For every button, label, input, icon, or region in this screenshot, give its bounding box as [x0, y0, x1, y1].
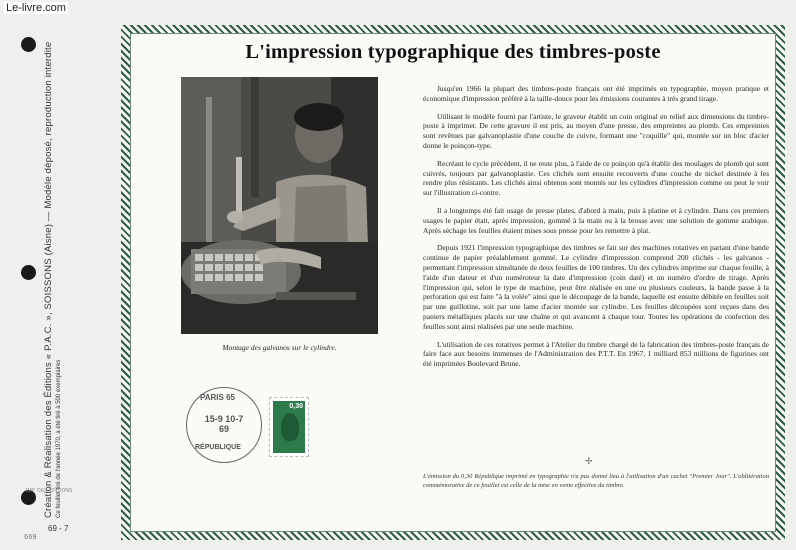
- postmark-bottom-text: RÉPUBLIQUE: [195, 444, 241, 451]
- footnote: L'émission du 0,30 République imprimé en typographie n'a pas donné lieu à l'utilisation d'un cachet "Premier Jour". L'oblitération commémorative de ce feuillet est celle de la mise en vente effective du timbre.: [423, 473, 769, 489]
- binder-hole: [21, 37, 36, 52]
- marianne-portrait-icon: [281, 413, 299, 441]
- ornament-icon: ✢: [585, 456, 593, 466]
- postmark: [186, 387, 262, 463]
- side-caption-line2: Ce feuillet tiré de l'année 1970, a été tiré à 500 exemplaires: [56, 359, 62, 518]
- photo-caption: Montage des galvanos sur le cylindre.: [222, 343, 337, 352]
- postmark-top-text: PARIS 65: [200, 393, 235, 402]
- paragraph: Utilisant le modèle fourni par l'artiste, le graveur établit un coin original en relief aux dimensions du timbre-poste à imprimer. De cette gravure il est pris, au moyen d'une presse, des empreintes au plomb. Ces empreintes sont revêtues par galvanoplastie d'une couche de cuivre, formant une "coquille" qui, montée sur un bloc d'acier donne le poinçon-type.: [423, 111, 769, 150]
- photo-illustration: [181, 77, 378, 334]
- paragraph: Jusqu'en 1966 la plupart des timbres-poste français ont été imprimés en typographie, moyen pratique et économique d'impression préféré à la taille-douce pour les émissions courantes à très grand tirage.: [423, 84, 769, 103]
- stamp-image: [273, 401, 305, 453]
- document-page: [131, 34, 775, 531]
- paragraph: Depuis 1921 l'impression typographique des timbres se fait sur des machines rotatives en partant d'une bande continue de papier préalablement gommé. Le cylindre d'impression comprend 200 clichés - les galvanos - permettant l'impression simultanée de deux feuilles de 100 timbres. Un des cylindres imprime sur chaque feuille, à l'aide d'un dateur et d'un numéroteur la date d'impression (coin daté) et un numéro d'ordre de tirage. Après l'impression qui, selon le type de machine, peut être réalisée en une ou plusieurs couleurs, la bande passe à la perforation qui est faite "à la volée" ainsi que le découpage de la bande, laquelle est ensuite débitée en feuilles soit par une guillotine, soit par une lame d'acier montée sur cylindre. Les feuilles découpées sont reçues dans des paniers métalliques placés sur une chaîne et qui avancent à chaque tour. Toutes les opérations de confection des feuilles sont ainsi réalisées par une seule machine.: [423, 243, 769, 331]
- corner-number: 669: [24, 534, 37, 542]
- decorative-frame: [121, 25, 785, 540]
- binder-hole: [21, 265, 36, 280]
- article-body: [423, 84, 769, 377]
- postmark-date: 15-9 10-7 69: [204, 414, 244, 434]
- page-title: L'impression typographique des timbres-poste: [245, 41, 661, 63]
- side-caption: [43, 38, 62, 518]
- postage-stamp: [269, 397, 309, 457]
- site-logo[interactable]: Le-livre.com: [6, 2, 66, 14]
- imprint: IMP. DES ÉDITIONS: [26, 488, 73, 494]
- paragraph: Recréant le cycle précédent, il ne reste plus, à l'aide de ce poinçon qu'à établir des moulages de plomb qui sont cuivrés, toujours par galvanoplastie. Ces clichés sont ensuite recouverts d'une couche de nickel destinée à les rendre plus résistants. Les clichés ainsi obtenus sont montés sur les cylindres d'impression comme on peut le voir sur l'illustration ci-contre.: [423, 158, 769, 198]
- paragraph: L'utilisation de ces rotatives permet à l'Atelier du timbre chargé de la fabrication des timbres-poste français de faire face aux besoins immenses de l'Administration des P.T.T. En 1967, 1 milliard 853 millions de figurines ont été imprimées Boulevard Brune.: [423, 339, 769, 369]
- stamp-value: 0,30: [289, 403, 303, 410]
- paragraph: Il a longtemps été fait usage de presse plates, d'abord à main, puis à platine et à cylindre. Dans ces premiers usages le papier était, après impression, gommé à la main ou à la brosse avec une solution de gomme arabique. Après séchage les feuilles étaient mises sous presse pour les remettre à plat.: [423, 205, 769, 235]
- side-caption-line1: Création & Réalisation des Éditions « P.A.C. », SOISSONS (Aisne) — Modèle déposé, reproduction interdite: [43, 41, 54, 518]
- page-number: 69 - 7: [48, 524, 69, 533]
- workshop-photo: [181, 77, 378, 334]
